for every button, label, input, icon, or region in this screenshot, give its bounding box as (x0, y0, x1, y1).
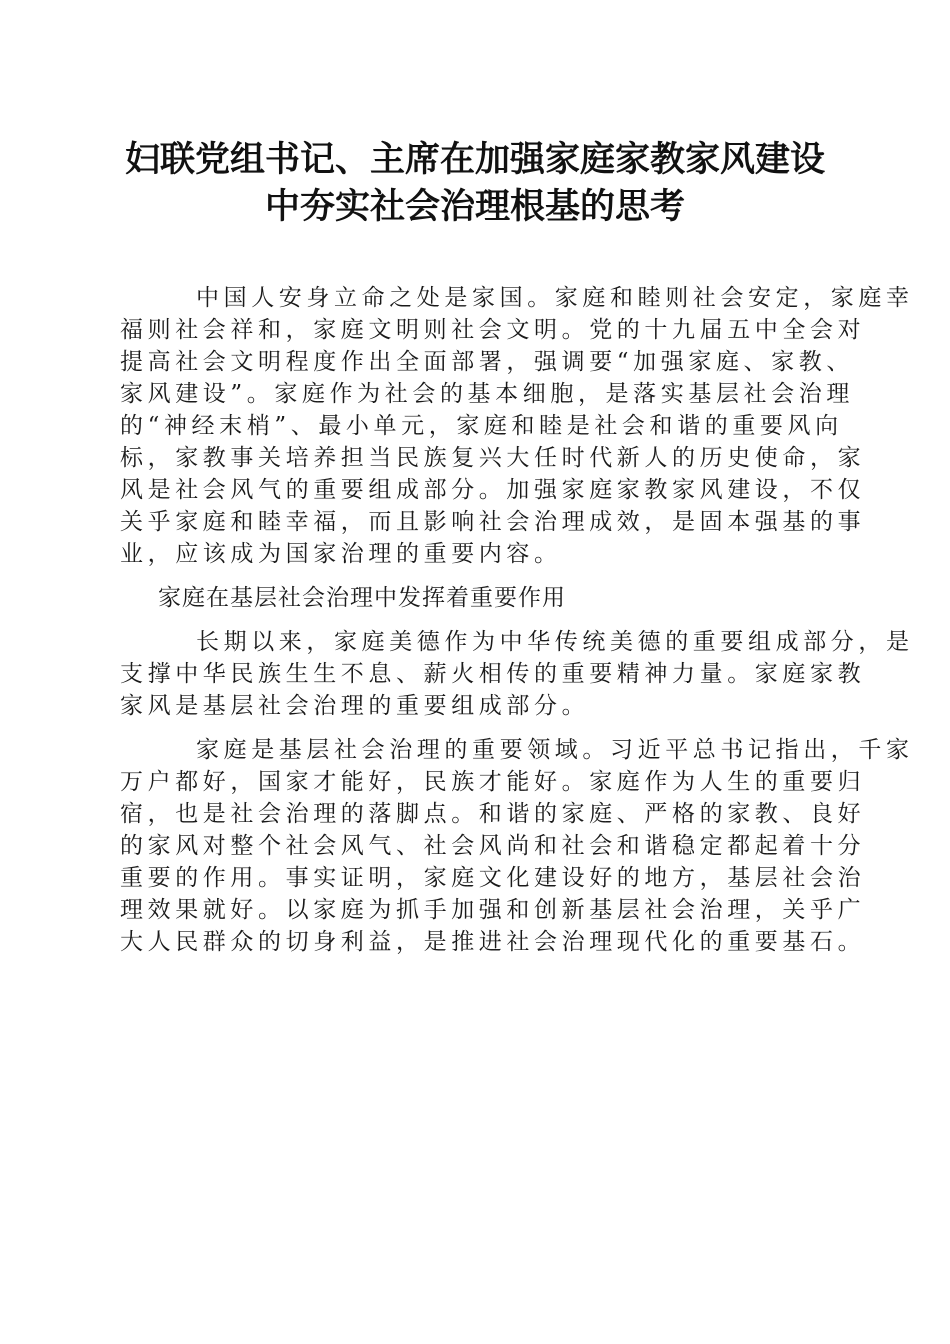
text-line: 业，应该成为国家治理的重要内容。 (120, 541, 562, 567)
title-line-2: 中夯实社会治理根基的思考 (264, 186, 685, 227)
text-line: 支撑中华民族生生不息、薪火相传的重要精神力量。家庭家教 (120, 661, 866, 687)
text-line: 关乎家庭和睦幸福，而且影响社会治理成效，是固本强基的事 (120, 509, 866, 535)
text-line: 大人民群众的切身利益，是推进社会治理现代化的重要基石。 (120, 929, 866, 955)
title-line-1: 妇联党组书记、主席在加强家庭家教家风建设 (124, 139, 825, 180)
text-line: 重要的作用。事实证明，家庭文化建设好的地方，基层社会治 (120, 865, 866, 891)
text-line: 福则社会祥和，家庭文明则社会文明。党的十九届五中全会对 (120, 317, 866, 343)
text-line: 宿，也是社会治理的落脚点。和谐的家庭、严格的家教、良好 (120, 801, 866, 827)
text-line: 家庭是基层社会治理的重要领域。习近平总书记指出，千家 (196, 737, 914, 763)
text-line: 理效果就好。以家庭为抓手加强和创新基层社会治理，关乎广 (120, 897, 866, 923)
paragraph-intro (120, 282, 914, 570)
text-line: 长期以来，家庭美德作为中华传统美德的重要组成部分，是 (196, 629, 914, 655)
text-line: 提高社会文明程度作出全面部署，强调要“加强家庭、家教、 (120, 349, 854, 375)
paragraph-family-domain (120, 734, 914, 958)
text-line: 风是社会风气的重要组成部分。加强家庭家教家风建设，不仅 (120, 477, 866, 503)
section-subheading: 家庭在基层社会治理中发挥着重要作用 (158, 585, 566, 611)
text-line: 的家风对整个社会风气、社会风尚和社会和谐稳定都起着十分 (120, 833, 866, 859)
text-line: 中国人安身立命之处是家国。家庭和睦则社会安定，家庭幸 (196, 285, 914, 311)
document-body (120, 282, 914, 970)
text-line: 的“神经末梢”、最小单元，家庭和睦是社会和谐的重要风向 (120, 413, 843, 439)
document-title (100, 136, 850, 230)
text-line: 家风建设”。家庭作为社会的基本细胞，是落实基层社会治理 (120, 381, 854, 407)
text-line: 标，家教事关培养担当民族复兴大任时代新人的历史使命，家 (120, 445, 866, 471)
text-line: 万户都好，国家才能好，民族才能好。家庭作为人生的重要归 (120, 769, 866, 795)
paragraph-family-virtue (120, 626, 914, 722)
text-line: 家风是基层社会治理的重要组成部分。 (120, 693, 590, 719)
